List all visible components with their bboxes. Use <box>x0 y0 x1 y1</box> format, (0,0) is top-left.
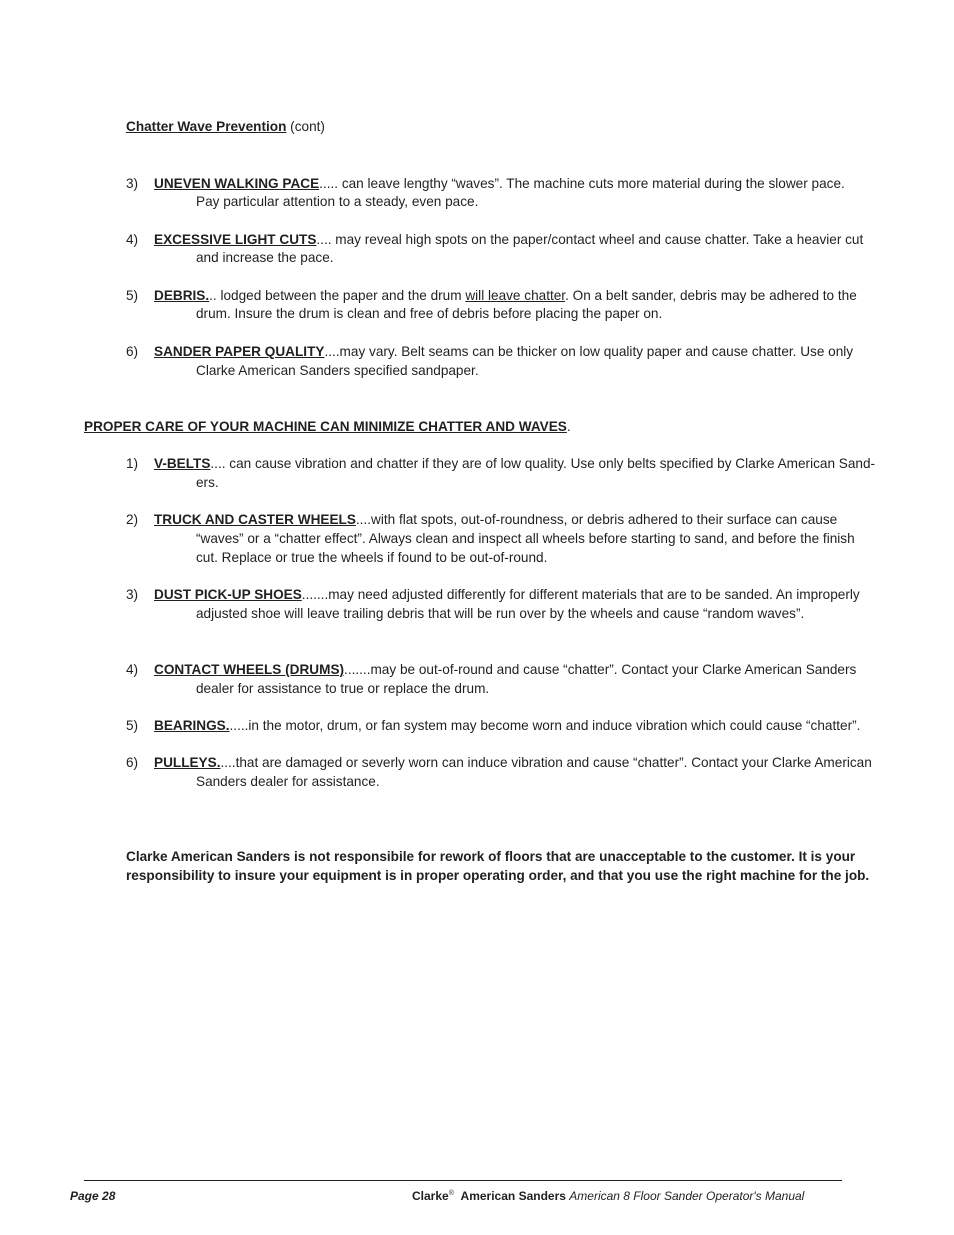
list-item-term: TRUCK AND CASTER WHEELS <box>154 512 356 527</box>
list-item-text: . On a belt sander, debris may be adhered to the <box>565 288 857 303</box>
list-item-term: CONTACT WHEELS (DRUMS) <box>154 662 345 677</box>
list-item-number: 4) <box>126 662 139 677</box>
footer-brand: Clarke <box>412 1189 449 1203</box>
list-item-text: Sanders dealer for assistance. <box>196 774 380 789</box>
section-title-text: PROPER CARE OF YOUR MACHINE CAN MINIMIZE CHATTER AND WAVES <box>84 419 567 434</box>
list-item-text: .....in the motor, drum, or fan system may become worn and induce vibration which could cause “chatter”. <box>229 718 861 733</box>
list-item-number: 1) <box>126 456 139 471</box>
list-item-text: ..... can leave lengthy “waves”. The machine cuts more material during the slower pace. <box>319 176 845 191</box>
list-item-text: .......may need adjusted differently for different materials that are to be sanded. An improperly <box>301 587 860 602</box>
list-item-line <box>154 176 845 191</box>
list-item-line <box>154 662 856 677</box>
list-item-term: DUST PICK-UP SHOES <box>154 587 302 602</box>
list-item-number: 3) <box>126 176 139 191</box>
list-item-line <box>154 755 872 770</box>
footer-divider <box>84 1180 842 1181</box>
list-item-line <box>154 587 860 602</box>
section-heading-suffix: (cont) <box>286 119 325 134</box>
list-item-text: ....that are damaged or severly worn can induce vibration and cause “chatter”. Contact your Clarke American <box>220 755 872 770</box>
list-item-text: .. lodged between the paper and the drum <box>209 288 466 303</box>
section-heading-title: Chatter Wave Prevention <box>126 119 287 134</box>
list-item-term: SANDER PAPER QUALITY <box>154 344 325 359</box>
section-title <box>84 419 571 434</box>
list-item-text: ers. <box>196 475 219 490</box>
list-item-text: Pay particular attention to a steady, even pace. <box>196 194 479 209</box>
disclaimer-line: responsibility to insure your equipment is in proper operating order, and that you use the right machine for the job. <box>126 868 870 883</box>
footer-company: American Sanders <box>460 1189 566 1203</box>
list-item-text: drum. Insure the drum is clean and free of debris before placing the paper on. <box>196 306 663 321</box>
list-item-text: .......may be out-of-round and cause “chatter”. Contact your Clarke American Sanders <box>344 662 857 677</box>
list-item-text: adjusted shoe will leave trailing debris that will be run over by the wheels and cause “random waves”. <box>196 606 805 621</box>
list-item-number: 4) <box>126 232 139 247</box>
list-item-term: BEARINGS. <box>154 718 230 733</box>
disclaimer-line: Clarke American Sanders is not responsibile for rework of floors that are unacceptable to the customer. It is your <box>126 849 856 864</box>
list-item-line <box>154 456 875 471</box>
list-item-text: .... can cause vibration and chatter if they are of low quality. Use only belts specified by Clarke American Sand- <box>210 456 876 471</box>
list-item-emphasis: will leave chatter <box>465 288 566 303</box>
list-item-term: DEBRIS. <box>154 288 210 303</box>
list-item-term: V-BELTS <box>154 456 211 471</box>
list-item-term: PULLEYS. <box>154 755 221 770</box>
list-item-line <box>154 288 857 303</box>
list-item-number: 5) <box>126 288 139 303</box>
list-item-line <box>154 718 860 733</box>
list-item-text: .... may reveal high spots on the paper/contact wheel and cause chatter. Take a heavier cut <box>316 232 864 247</box>
list-item-number: 6) <box>126 755 139 770</box>
registered-mark: ® <box>448 1190 454 1197</box>
list-item-text: ....may vary. Belt seams can be thicker on low quality paper and cause chatter. Use only <box>324 344 854 359</box>
section-heading <box>126 119 325 134</box>
list-item-text: “waves” or a “chatter effect”. Always clean and inspect all wheels before starting to sand, and before the finish <box>196 531 855 546</box>
list-item-text: cut. Replace or true the wheels if found to be out-of-round. <box>196 550 548 565</box>
list-item-line <box>154 344 853 359</box>
list-item-line <box>154 232 863 247</box>
footer-title <box>412 1189 804 1203</box>
list-item-term: UNEVEN WALKING PACE <box>154 176 320 191</box>
page-number: Page 28 <box>70 1189 116 1203</box>
list-item-line <box>154 512 837 527</box>
list-item-text: Clarke American Sanders specified sandpaper. <box>196 363 479 378</box>
list-item-number: 6) <box>126 344 139 359</box>
list-item-term: EXCESSIVE LIGHT CUTS <box>154 232 317 247</box>
list-item-text: and increase the pace. <box>196 250 334 265</box>
list-item-number: 5) <box>126 718 139 733</box>
list-item-text: ....with flat spots, out-of-roundness, or debris adhered to their surface can cause <box>355 512 838 527</box>
list-item-number: 3) <box>126 587 139 602</box>
list-item-text: dealer for assistance to true or replace the drum. <box>196 681 490 696</box>
section-title-suffix: . <box>566 419 571 434</box>
list-item-number: 2) <box>126 512 139 527</box>
footer-manual: American 8 Floor Sander Operator's Manual <box>569 1189 805 1203</box>
